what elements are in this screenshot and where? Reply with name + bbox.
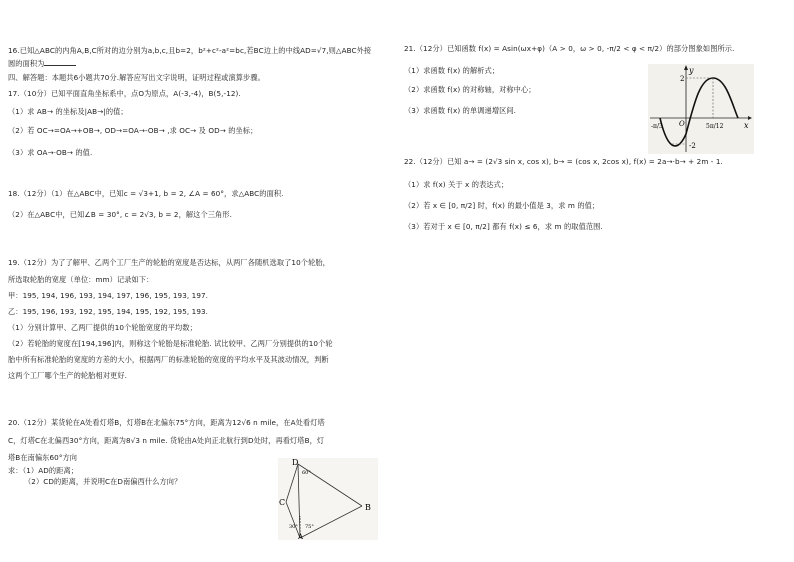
q19-data-jia: 甲：195, 194, 196, 193, 194, 197, 196, 195, 193, 197. [8, 291, 209, 300]
label-B: B [365, 503, 371, 512]
q22-part3: （3）若对于 x ∈ [0, π/2] 都有 f(x) ≤ 6，求 m 的取值范围. [404, 222, 603, 231]
origin-label: O [679, 120, 685, 128]
q20-part2: （2）CD的距离，并说明C在D南偏西什么方向？ [24, 477, 182, 486]
q16-line2 [8, 58, 76, 68]
q19-line2: 所选取轮胎的宽度（单位：mm）记录如下： [8, 275, 154, 284]
q21-part3: （3）求函数 f(x) 的单调递增区间. [404, 106, 517, 115]
q21-graph [648, 64, 754, 154]
q17-part1: （1）求 AB→ 的坐标及|AB→|的值； [8, 107, 128, 116]
angle-60: 60° [302, 470, 311, 476]
q20-part1: 求：（1）AD的距离； [8, 466, 79, 475]
q19-part2-line1: （2）若轮胎的宽度在[194,196]内，则称这个轮胎是标准轮胎. 试比较甲、乙两厂分别提供的10个轮 [8, 339, 333, 348]
q17-part3: （3）求 OA→·OB→ 的值. [8, 148, 93, 157]
q19-part1: （1）分别计算甲、乙两厂提供的10个轮胎宽度的平均数； [8, 323, 197, 332]
section-heading: 四、解答题：本题共6小题共70分.解答应写出文字说明，证明过程或演算步骤。 [8, 73, 265, 82]
q18-part2: （2）在△ABC中，已知∠B = 30°, c = 2√3, b = 2，解这个三角形. [8, 210, 232, 219]
tick-2: 2 [680, 75, 685, 83]
q20-line1: 20.（12分）某货轮在A处看灯塔B，灯塔B在北偏东75°方向，距离为12√6 n mile，在A处看灯塔 [8, 418, 325, 427]
q19-part2-line2: 胎中所有标准轮胎的宽度的方差的大小，根据两厂的标准轮胎的宽度的平均水平及其波动情况，判断 [8, 355, 329, 364]
q22-part1: （1）求 f(x) 关于 x 的表达式； [404, 180, 509, 189]
q20-line3: 塔B在南偏东60°方向 [8, 453, 78, 462]
q19-line1: 19.（12分）为了了解甲、乙两个工厂生产的轮胎的宽度是否达标，从两厂各随机选取了10个轮胎， [8, 258, 330, 267]
q22-part2: （2）若 x ∈ [0, π/2] 时，f(x) 的最小值是 3，求 m 的值； [404, 201, 600, 210]
q20-line2: C，灯塔C在北偏西30°方向，距离为8√3 n mile. 货轮由A处向正北航行到D处时，再看灯塔B，灯 [8, 436, 325, 445]
q22-stem: 22.（12分）已知 a→ = (2√3 sin x, cos x), b→ = (cos x, 2cos x), f(x) = 2a→·b→ + 2m - 1. [404, 157, 723, 166]
axis-label-x: x [744, 121, 749, 130]
angle-75: 75° [305, 524, 314, 530]
answer-blank [44, 58, 76, 66]
label-C: C [279, 498, 286, 507]
q17-part2: （2）若 OC→=OA→+OB→, OD→=OA→-OB→ ,求 OC→ 及 OD→ 的坐标； [8, 126, 258, 135]
q18-part1: 18.（12分）（1）在△ABC中，已知c = √3+1, b = 2, ∠A = 60°，求△ABC的面积. [8, 189, 284, 198]
label-A: A [298, 533, 304, 540]
q20-figure [278, 458, 378, 540]
label-D: D [292, 458, 299, 467]
tick-neg2: -2 [689, 142, 696, 150]
q21-part2: （2）求函数 f(x) 的对称轴，对称中心； [404, 85, 536, 94]
q16-line1: 16.已知△ABC的内角A,B,C所对的边分别为a,b,c,且b=2，b²+c²-a²=bc,若BC边上的中线AD=√7,则△ABC外接 [8, 46, 372, 55]
q21-part1: （1）求函数 f(x) 的解析式； [404, 66, 500, 75]
q21-stem: 21.（12分）已知函数 f(x) = Asin(ωx+φ)（A > 0，ω > 0, -π/2 < φ < π/2）的部分图象如图所示. [404, 44, 735, 53]
angle-30: 30° [289, 524, 298, 530]
q16-line2-text: 圆的面积为 [8, 59, 45, 68]
tick-5pi-12: 5π/12 [706, 123, 724, 130]
q17-stem: 17.（10分）已知平面直角坐标系中，点O为原点，A(-3,-4)，B(5,-12). [8, 89, 241, 98]
axis-label-y: y [689, 66, 694, 75]
q19-part2-line3: 这两个工厂哪个生产的轮胎相对更好. [8, 371, 127, 380]
q19-data-yi: 乙：195, 196, 193, 192, 195, 194, 195, 192, 195, 193. [8, 307, 209, 316]
tick-neg-pi-3: -π/3 [651, 123, 663, 130]
